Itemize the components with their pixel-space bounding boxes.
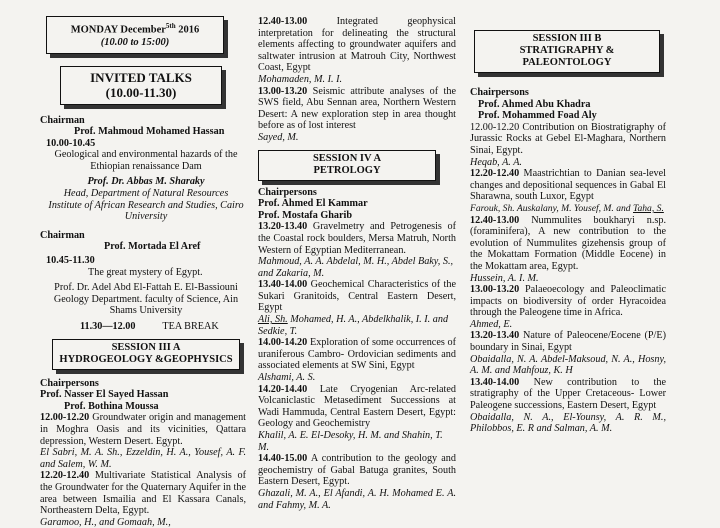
talk-entry (40, 470, 246, 516)
column-2 (258, 16, 456, 511)
talk-entry (470, 122, 666, 157)
presenting-author: Ali, Sh. (258, 314, 288, 326)
chairman-label: Chairman (40, 229, 85, 241)
talk-authors: El Sabri, M. A. Sh., Ezzeldin, H. A., Yousef, A. F. and Salem, W. M. (40, 447, 246, 470)
talk-time: 13.40-14.00 (470, 376, 520, 388)
talk-authors: Mahmoud, A. A. Abdelal, M. H., Abdel Baky, S., and Zakaria, M. (258, 256, 454, 279)
talk-time: 14.00-14.20 (258, 337, 308, 349)
chairpersons-label: Chairpersons (470, 87, 529, 98)
chairperson-name: Prof. Ahmed El Kammar (258, 198, 368, 210)
talk-authors: Sayed, M. (258, 131, 299, 143)
session-title: SESSION IV A (312, 152, 382, 164)
column-1 (40, 0, 247, 528)
talk-title: Geological and environmental hazards of the Ethiopian renaissance Dam (54, 149, 238, 172)
chairman-name: Prof. Mortada El Aref (104, 241, 201, 253)
talk-authors: Heqab, A. A. (470, 156, 522, 168)
talk-entry (470, 284, 666, 319)
talk-time: 10.45-11.30 (46, 255, 95, 267)
talk-entry (470, 215, 666, 273)
talk-title: New contribution to the stratigraphy of the Upper Cretaceous- Lower Paleogene successions, Eastern Desert, Egypt (470, 376, 667, 412)
talk-title: Exploration of some occurrences of uraniferous Cambro- Ordovician sediments and associated elements at SW Sini, Egypt (258, 337, 457, 372)
talk-time: 12.20-12.40 (40, 470, 90, 482)
invited-time: (10.00-11.30) (105, 84, 177, 100)
talk-time: 12.40-13.00 (258, 16, 308, 27)
session-iiia-box (52, 339, 240, 370)
talk-authors: Ghazali, M. A., El Afandi, A. H. Mohamed E. A. and Fahmy, M. A. (258, 487, 456, 511)
talk-time: 13.00-13.20 (258, 85, 308, 97)
talk-time: 12.20-12.40 (470, 168, 520, 180)
talk-title: Contribution on Biostratigraphy of Jurassic Rocks at Gebel El-Maghara, Northern Sinai, Egypt. (470, 121, 666, 156)
talk-time: 12.40-13.00 (470, 214, 520, 226)
talk-title: A contribution to the geology and geochemistry of Gabal Batuga granites, South Eastern Desert, Egypt. (258, 453, 456, 488)
talk-title: Nummulites boukharyi n.sp. (foraminifera), A new contribution to the evolution of Nummulites gizehensis group of the Mokattam Formation (Middle Eocene) in the Mokattam area, Egypt. (470, 214, 666, 272)
talk-entry (258, 86, 456, 132)
talk-authors: Garamoo, H., and Gomaah, M., (40, 516, 171, 528)
talk-speaker: Prof. Dr. Abbas M. Sharaky (87, 176, 205, 188)
talk-time: 13.20-13.40 (258, 221, 308, 233)
session-subtitle: PETROLOGY (313, 164, 381, 176)
talk-authors (258, 314, 456, 337)
talk-entry (258, 337, 456, 372)
talk-entry (258, 16, 456, 74)
talk-title: Geochemical Characteristics of the Sukari Granitoids, Central Eastern Desert, Egypt (258, 279, 456, 314)
talk-time: 13.40-14.00 (258, 279, 308, 291)
session-title: SESSION III B (532, 33, 602, 44)
talk-authors (470, 203, 666, 215)
talk-time: 10.00-10.45 (46, 137, 96, 149)
chairperson-name: Prof. Nasser El Sayed Hassan (40, 389, 169, 401)
talk-entry (258, 453, 456, 488)
talk-speaker: Prof. Dr. Adel Abd El-Fattah E. El-Bassiouni Geology Department. faculty of Science, Ain Shams University (53, 282, 239, 317)
chairperson-name: Prof. Mostafa Gharib (258, 209, 353, 221)
chairman-label: Chairman (40, 114, 85, 126)
day-title: MONDAY December$^{5th}$ 2016 (70, 22, 200, 36)
talk-time: 14.40-15.00 (258, 453, 308, 465)
talk-entry (258, 384, 456, 430)
talk-title: Groundwater origin and management in Moghra Oasis and its vicinities, Qattara depression, Western Desert. Egypt. (40, 412, 247, 447)
session-title: SESSION III A (111, 341, 181, 353)
chairpersons-label: Chairpersons (258, 186, 317, 198)
co-authors: Farouk, Sh. Auskalany, M. Yousef, M. and (470, 202, 633, 214)
tea-break-row (80, 321, 246, 333)
talk-title: The great mystery of Egypt. (88, 266, 203, 278)
session-subtitle: HYDROGEOLOGY &GEOPHYSICS (59, 353, 233, 365)
session-iva-box (258, 150, 436, 181)
talk-entry (258, 221, 456, 256)
session-iiib-box (474, 30, 660, 73)
talk-entry (258, 279, 456, 314)
talk-affiliation: Head, Department of Natural Resources Institute of African Research and Studies, Cairo University (48, 188, 244, 223)
talk-time: 13.00-13.20 (470, 284, 520, 296)
talk-title: Gravelmetry and Petrogenesis of the Coastal rock boulders, Mersa Matruh, North Western of Egyptian Mediterranean. (258, 221, 457, 256)
talk-authors: Mohamaden, M. I. I. (258, 73, 343, 85)
break-label: TEA BREAK (162, 321, 219, 332)
talk-authors: Obaidalla, N. A., El-Younsy, A. R. M., Philobbos, E. R and Salman, A. M. (470, 411, 666, 435)
chairperson-name: Prof. Bothina Moussa (64, 400, 159, 412)
talk-title: Seismic attribute analyses of the SWS field, Abu Sennan area, Northern Western Desert: A new exploration step in area thought before as of lost interest (258, 85, 456, 132)
talk-time: 12.00-12.20 (40, 412, 90, 424)
talk-authors: Hussein, A. I. M. (470, 272, 539, 284)
invited-title: INVITED TALKS (90, 69, 192, 85)
talk-title: Late Cryogenian Arc-related Volcaniclastic Metasediment Successions at Wadi Hammuda, Central Eastern Desert, Egypt: Geology and Geochemistry (258, 383, 456, 430)
talk-title: Integrated geophysical interpretation for delineating the structural elements affecting to groundwater aquifers and saltwater intrusion at Matrouh City, Northwest Coast, Egypt (258, 16, 457, 74)
talk-time: 14.20-14.40 (258, 383, 308, 395)
chairpersons-label: Chairpersons (40, 377, 99, 389)
break-time: 11.30—12.00 (80, 321, 136, 332)
talk-entry (470, 168, 666, 203)
talk-authors: Ahmed, E. (470, 318, 513, 330)
talk-entry (40, 412, 246, 447)
talk-time: 12.00-12.20 (470, 121, 520, 133)
talk-entry (470, 330, 666, 353)
talk-title: Palaeoecology and Paleoclimatic impacts on biodiversity of order Hyracoidea through the Paleogene time in Africa. (470, 284, 667, 319)
invited-talks-box (60, 66, 222, 105)
talk-authors: Obaidalla, N. A. Abdel-Maksoud, N. A., Hosny, A. M. and Mahfouz, K. H (470, 353, 666, 377)
talk-row (46, 255, 246, 267)
talk-authors: Alshami, A. S. (258, 372, 316, 384)
talk-time: 13.20-13.40 (470, 330, 520, 342)
day-time: (10.00 to 15:00) (100, 36, 170, 48)
talk-authors: Khalil, A. E. El-Desoky, H. M. and Shahin, T. M. (258, 430, 443, 453)
talk-title: Multivariate Statistical Analysis of the Groundwater for the Quaternary Aquifer in the area between Ismailia and El Kassara Canals, Northeastern Delta, Egypt. (40, 470, 246, 517)
chairperson-name: Prof. Ahmed Abu Khadra (478, 98, 591, 110)
chairperson-name: Prof. Mohammed Foad Aly (478, 110, 597, 122)
presenting-author: Taha, S. (633, 202, 664, 214)
session-subtitle: STRATIGRAPHY & PALEONTOLOGY (519, 45, 615, 68)
talk-title: Maastrichtian to Danian sea-level changes and depositional sequences in Gabal El Sharawna, south Luxor, Egypt (470, 168, 666, 203)
co-authors: Mohamed, H. A., Abdelkhalik, I. I. and Sedkie, T. (258, 314, 449, 337)
column-3 (470, 30, 666, 435)
day-header-box (46, 16, 224, 54)
talk-entry (470, 377, 666, 412)
chairman-name: Prof. Mahmoud Mohamed Hassan (74, 126, 225, 138)
talk-title: Nature of Paleocene/Eocene (P/E) boundary in Sinai, Egypt (470, 330, 666, 354)
